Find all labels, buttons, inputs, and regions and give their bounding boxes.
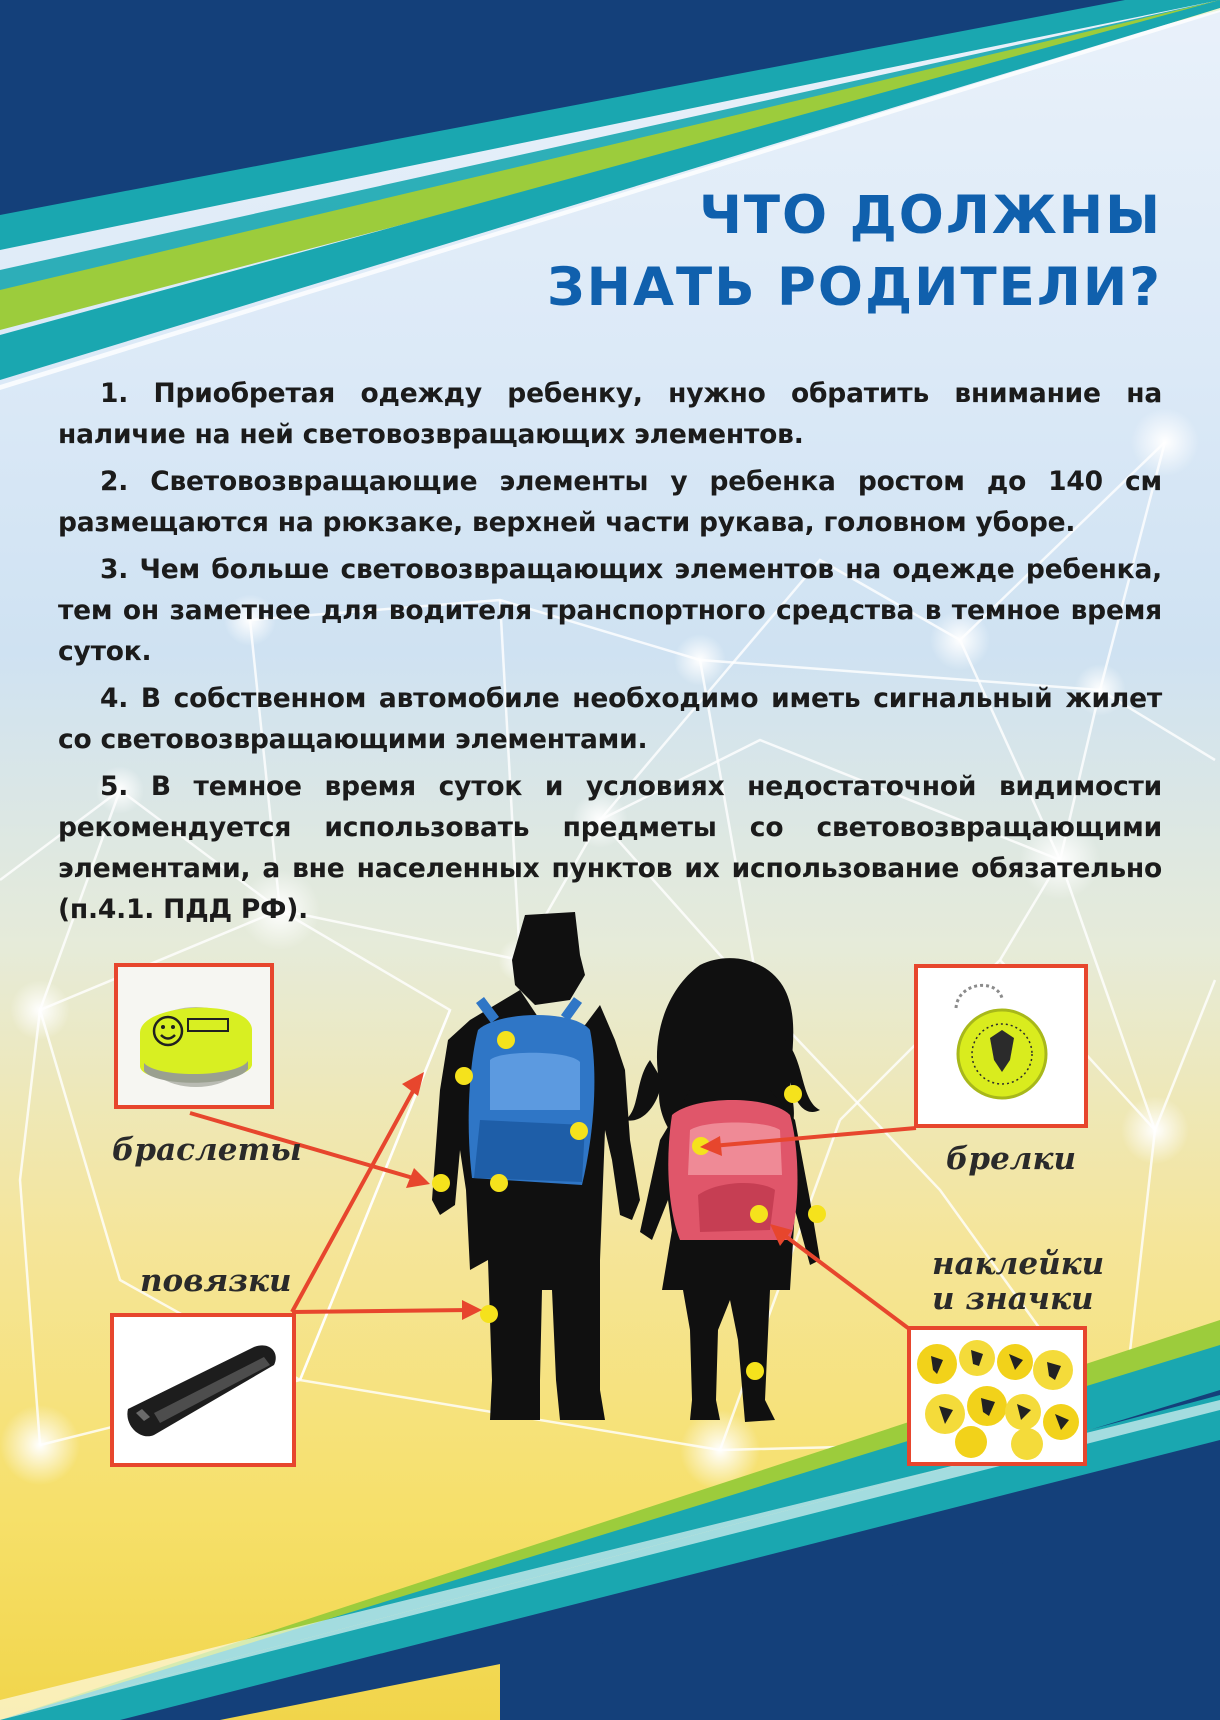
stickers-photo [907, 1326, 1087, 1466]
title-line-2: ЗНАТЬ РОДИТЕЛИ? [547, 257, 1162, 318]
advice-item-2: 2. Световозвращающие элементы у ребенка ростом до 140 см размещаются на рюкзаке, верхней части рукава, головном уборе. [58, 466, 1162, 538]
title-line-1: ЧТО ДОЛЖНЫ [699, 185, 1162, 246]
keychain-photo [914, 964, 1088, 1128]
advice-item-3: 3. Чем больше световозвращающих элементов на одежде ребенка, тем он заметнее для водителя транспортного средства в темное время суток. [58, 554, 1162, 667]
stickers-label-line-1: наклейки [932, 1246, 1105, 1282]
advice-list [58, 373, 1162, 936]
reflective-stickers-icon [911, 1330, 1083, 1462]
blue-backpack [469, 1000, 595, 1185]
page-title [547, 180, 1162, 324]
advice-item-4: 4. В собственном автомобиле необходимо иметь сигнальный жилет со световозвращающими элементами. [58, 683, 1162, 755]
bracelets-label: браслеты [112, 1132, 302, 1168]
armband-photo [110, 1313, 296, 1467]
pink-backpack [668, 1100, 797, 1240]
reflective-bracelet-icon [118, 967, 270, 1105]
reflective-keychain-icon [918, 968, 1084, 1124]
advice-item-5: 5. В темное время суток и условиях недостаточной видимости рекомендуется использовать предметы со световозвращающими элементами, а вне населенных пунктов их использование обязательно (п.4.1. ПДД РФ). [58, 771, 1162, 925]
keychains-label: брелки [946, 1141, 1076, 1177]
bracelet-photo [114, 963, 274, 1109]
bands-label: повязки [140, 1263, 292, 1299]
reflective-armband-icon [114, 1317, 292, 1463]
stickers-label-line-2: и значки [932, 1281, 1094, 1317]
advice-item-1: 1. Приобретая одежду ребенку, нужно обратить внимание на наличие на ней световозвращающих элементов. [58, 378, 1162, 450]
